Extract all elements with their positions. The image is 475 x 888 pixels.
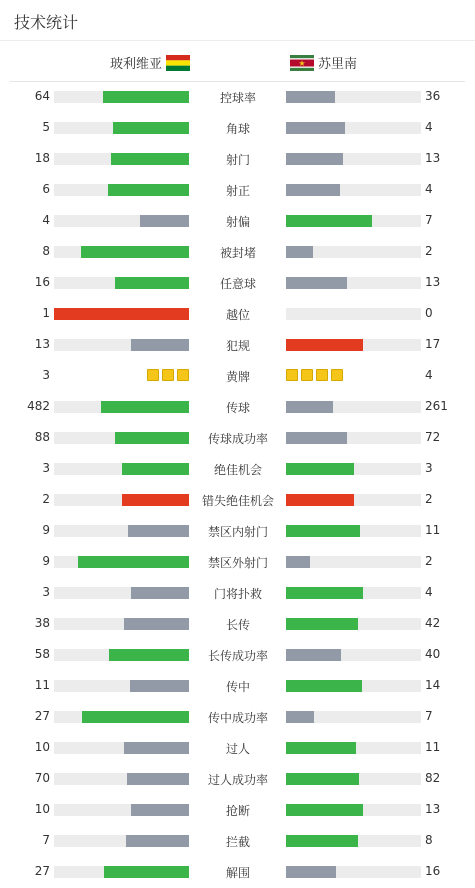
stat-row bbox=[0, 640, 475, 671]
home-bar bbox=[108, 184, 189, 196]
away-bar bbox=[286, 122, 345, 134]
home-bar bbox=[131, 339, 189, 351]
home-value: 3 bbox=[42, 368, 50, 382]
away-value: 14 bbox=[425, 678, 441, 692]
stat-label: 过人 bbox=[225, 742, 250, 756]
away-bar bbox=[286, 649, 341, 661]
away-bar-track bbox=[286, 339, 421, 351]
stat-label: 射正 bbox=[225, 184, 250, 198]
away-value: 7 bbox=[425, 709, 433, 723]
home-bar-track bbox=[54, 494, 189, 506]
away-bar-track bbox=[286, 866, 421, 878]
away-bar bbox=[286, 866, 336, 878]
home-bar-track bbox=[54, 649, 189, 661]
stat-label: 射门 bbox=[225, 153, 250, 167]
home-bar bbox=[113, 122, 189, 134]
home-yellow-cards bbox=[147, 369, 189, 382]
home-bar-track bbox=[54, 742, 189, 754]
away-bar-track bbox=[286, 122, 421, 134]
away-value: 16 bbox=[425, 864, 441, 878]
away-bar-track bbox=[286, 556, 421, 568]
away-bar-track bbox=[286, 401, 421, 413]
away-bar bbox=[286, 835, 358, 847]
stat-row bbox=[0, 578, 475, 609]
away-bar bbox=[286, 525, 360, 537]
away-bar-track bbox=[286, 804, 421, 816]
home-bar bbox=[115, 277, 189, 289]
home-value: 11 bbox=[34, 678, 50, 692]
away-value: 82 bbox=[425, 771, 441, 785]
away-value: 8 bbox=[425, 833, 433, 847]
home-bar bbox=[126, 835, 189, 847]
away-bar bbox=[286, 184, 340, 196]
home-bar bbox=[122, 463, 190, 475]
away-bar-track bbox=[286, 463, 421, 475]
away-bar bbox=[286, 773, 359, 785]
away-bar-track bbox=[286, 277, 421, 289]
stat-label: 传球成功率 bbox=[207, 432, 268, 446]
stat-label: 绝佳机会 bbox=[213, 463, 262, 477]
stat-label: 犯规 bbox=[225, 339, 250, 353]
yellow-card-icon bbox=[147, 369, 159, 381]
stat-label: 长传成功率 bbox=[207, 649, 268, 663]
home-value: 4 bbox=[42, 213, 50, 227]
away-value: 40 bbox=[425, 647, 441, 661]
away-value: 0 bbox=[425, 306, 433, 320]
away-bar-track bbox=[286, 649, 421, 661]
home-bar bbox=[81, 246, 189, 258]
home-bar-track bbox=[54, 339, 189, 351]
home-value: 3 bbox=[42, 585, 50, 599]
away-bar bbox=[286, 618, 358, 630]
home-bar-track bbox=[54, 711, 189, 723]
home-team bbox=[110, 53, 190, 72]
stat-label: 错失绝佳机会 bbox=[201, 494, 274, 508]
stat-row bbox=[0, 423, 475, 454]
home-bar-track bbox=[54, 184, 189, 196]
team-header bbox=[10, 41, 465, 82]
home-value: 18 bbox=[34, 151, 50, 165]
home-value: 10 bbox=[34, 740, 50, 754]
away-bar bbox=[286, 401, 333, 413]
page-header bbox=[0, 0, 475, 41]
stat-row bbox=[0, 206, 475, 237]
home-value: 88 bbox=[34, 430, 50, 444]
page-title: 技术统计 bbox=[14, 13, 79, 32]
suriname-flag-icon bbox=[290, 55, 314, 71]
home-bar bbox=[122, 494, 190, 506]
stat-row bbox=[0, 485, 475, 516]
away-value: 2 bbox=[425, 554, 433, 568]
away-bar bbox=[286, 153, 343, 165]
away-bar bbox=[286, 339, 363, 351]
away-bar bbox=[286, 742, 356, 754]
away-bar bbox=[286, 277, 347, 289]
stat-row bbox=[0, 299, 475, 330]
home-bar-track bbox=[54, 835, 189, 847]
home-value: 1 bbox=[42, 306, 50, 320]
home-bar-track bbox=[54, 246, 189, 258]
yellow-card-icon bbox=[331, 369, 343, 381]
home-bar bbox=[130, 680, 189, 692]
yellow-card-icon bbox=[301, 369, 313, 381]
stat-row bbox=[0, 609, 475, 640]
stat-row bbox=[0, 454, 475, 485]
away-bar bbox=[286, 246, 313, 258]
stat-label: 禁区内射门 bbox=[207, 525, 268, 539]
home-bar bbox=[124, 742, 189, 754]
stat-label: 长传 bbox=[225, 618, 250, 632]
away-value: 2 bbox=[425, 244, 433, 258]
away-bar-track bbox=[286, 153, 421, 165]
stat-label: 被封堵 bbox=[219, 246, 256, 260]
stats-list bbox=[0, 82, 475, 888]
away-value: 261 bbox=[425, 399, 448, 413]
home-value: 9 bbox=[42, 554, 50, 568]
home-bar-track bbox=[54, 215, 189, 227]
home-bar bbox=[128, 525, 189, 537]
away-bar bbox=[286, 215, 372, 227]
away-value: 11 bbox=[425, 740, 441, 754]
away-bar bbox=[286, 680, 362, 692]
away-value: 13 bbox=[425, 151, 441, 165]
away-yellow-cards bbox=[286, 369, 343, 382]
stat-label: 控球率 bbox=[219, 91, 256, 105]
stat-label: 传球 bbox=[225, 401, 250, 415]
home-bar-track bbox=[54, 587, 189, 599]
away-bar-track bbox=[286, 742, 421, 754]
home-value: 13 bbox=[34, 337, 50, 351]
home-bar bbox=[103, 91, 189, 103]
away-bar-track bbox=[286, 494, 421, 506]
away-bar bbox=[286, 711, 314, 723]
yellow-card-icon bbox=[286, 369, 298, 381]
bolivia-flag-icon bbox=[166, 55, 190, 71]
away-bar-track bbox=[286, 587, 421, 599]
home-value: 10 bbox=[34, 802, 50, 816]
home-value: 27 bbox=[34, 864, 50, 878]
home-bar bbox=[131, 587, 189, 599]
away-value: 4 bbox=[425, 120, 433, 134]
stat-label: 传中 bbox=[225, 680, 250, 694]
away-bar bbox=[286, 804, 363, 816]
home-value: 8 bbox=[42, 244, 50, 258]
away-value: 4 bbox=[425, 585, 433, 599]
home-bar-track bbox=[54, 866, 189, 878]
home-value: 64 bbox=[34, 89, 50, 103]
away-bar bbox=[286, 91, 335, 103]
home-bar-track bbox=[54, 401, 189, 413]
away-bar-track bbox=[286, 215, 421, 227]
home-value: 2 bbox=[42, 492, 50, 506]
stat-row bbox=[0, 82, 475, 113]
away-team-name: 苏里南 bbox=[318, 57, 358, 72]
away-bar-track bbox=[286, 91, 421, 103]
home-value: 7 bbox=[42, 833, 50, 847]
away-bar-track bbox=[286, 308, 421, 320]
home-value: 16 bbox=[34, 275, 50, 289]
home-bar-track bbox=[54, 556, 189, 568]
home-bar bbox=[78, 556, 189, 568]
away-value: 2 bbox=[425, 492, 433, 506]
home-bar bbox=[101, 401, 189, 413]
away-bar-track bbox=[286, 773, 421, 785]
stat-row bbox=[0, 330, 475, 361]
yellow-card-icon bbox=[316, 369, 328, 381]
away-value: 4 bbox=[425, 368, 433, 382]
home-bar bbox=[127, 773, 189, 785]
away-bar bbox=[286, 556, 310, 568]
away-bar-track bbox=[286, 432, 421, 444]
away-bar-track bbox=[286, 184, 421, 196]
stat-label: 传中成功率 bbox=[207, 711, 268, 725]
stat-row bbox=[0, 175, 475, 206]
away-value: 13 bbox=[425, 275, 441, 289]
stat-row bbox=[0, 733, 475, 764]
home-bar-track bbox=[54, 277, 189, 289]
stat-label: 抢断 bbox=[225, 804, 250, 818]
away-value: 72 bbox=[425, 430, 441, 444]
stat-row bbox=[0, 671, 475, 702]
stat-row bbox=[0, 795, 475, 826]
home-value: 27 bbox=[34, 709, 50, 723]
stat-label: 禁区外射门 bbox=[207, 556, 268, 570]
stat-row bbox=[0, 702, 475, 733]
home-bar bbox=[54, 308, 189, 320]
stat-label: 门将扑救 bbox=[213, 587, 262, 601]
away-value: 4 bbox=[425, 182, 433, 196]
stat-label: 黄牌 bbox=[225, 370, 250, 384]
stat-row bbox=[0, 237, 475, 268]
home-bar-track bbox=[54, 773, 189, 785]
home-value: 70 bbox=[34, 771, 50, 785]
home-bar-track bbox=[54, 153, 189, 165]
home-bar bbox=[124, 618, 189, 630]
away-value: 7 bbox=[425, 213, 433, 227]
home-bar-track bbox=[54, 463, 189, 475]
away-value: 3 bbox=[425, 461, 433, 475]
home-bar bbox=[82, 711, 189, 723]
home-bar-track bbox=[54, 91, 189, 103]
home-value: 3 bbox=[42, 461, 50, 475]
home-bar bbox=[115, 432, 189, 444]
home-value: 38 bbox=[34, 616, 50, 630]
home-bar-track bbox=[54, 525, 189, 537]
home-bar bbox=[111, 153, 189, 165]
stat-row bbox=[0, 857, 475, 888]
home-bar-track bbox=[54, 804, 189, 816]
away-bar-track bbox=[286, 711, 421, 723]
home-bar-track bbox=[54, 122, 189, 134]
away-bar bbox=[286, 587, 363, 599]
home-team-name: 玻利维亚 bbox=[109, 57, 162, 72]
stat-label: 过人成功率 bbox=[207, 773, 268, 787]
away-bar bbox=[286, 494, 354, 506]
away-bar bbox=[286, 432, 347, 444]
away-bar-track bbox=[286, 835, 421, 847]
stat-label: 角球 bbox=[225, 122, 250, 136]
home-value: 6 bbox=[42, 182, 50, 196]
away-value: 17 bbox=[425, 337, 441, 351]
away-team bbox=[290, 53, 357, 72]
stat-row bbox=[0, 144, 475, 175]
yellow-card-icon bbox=[177, 369, 189, 381]
home-bar-track bbox=[54, 680, 189, 692]
stat-row bbox=[0, 392, 475, 423]
stat-row bbox=[0, 547, 475, 578]
away-value: 42 bbox=[425, 616, 441, 630]
home-value: 482 bbox=[27, 399, 50, 413]
stat-row bbox=[0, 361, 475, 392]
away-bar bbox=[286, 463, 354, 475]
home-bar-track bbox=[54, 432, 189, 444]
stat-row bbox=[0, 826, 475, 857]
stat-row bbox=[0, 113, 475, 144]
away-value: 11 bbox=[425, 523, 441, 537]
stat-row bbox=[0, 516, 475, 547]
stat-label: 射偏 bbox=[225, 215, 250, 229]
away-bar-track bbox=[286, 525, 421, 537]
stat-label: 拦截 bbox=[225, 835, 250, 849]
home-value: 5 bbox=[42, 120, 50, 134]
away-bar-track bbox=[286, 618, 421, 630]
home-bar bbox=[109, 649, 189, 661]
away-value: 36 bbox=[425, 89, 441, 103]
home-bar bbox=[104, 866, 189, 878]
yellow-card-icon bbox=[162, 369, 174, 381]
stat-label: 解围 bbox=[225, 866, 250, 880]
stat-label: 任意球 bbox=[219, 277, 256, 291]
home-bar-track bbox=[54, 308, 189, 320]
away-value: 13 bbox=[425, 802, 441, 816]
home-bar bbox=[140, 215, 189, 227]
home-bar bbox=[131, 804, 189, 816]
home-value: 9 bbox=[42, 523, 50, 537]
home-value: 58 bbox=[34, 647, 50, 661]
stat-row bbox=[0, 764, 475, 795]
stat-label: 越位 bbox=[225, 308, 250, 322]
away-bar-track bbox=[286, 680, 421, 692]
stat-row bbox=[0, 268, 475, 299]
away-bar-track bbox=[286, 246, 421, 258]
home-bar-track bbox=[54, 618, 189, 630]
